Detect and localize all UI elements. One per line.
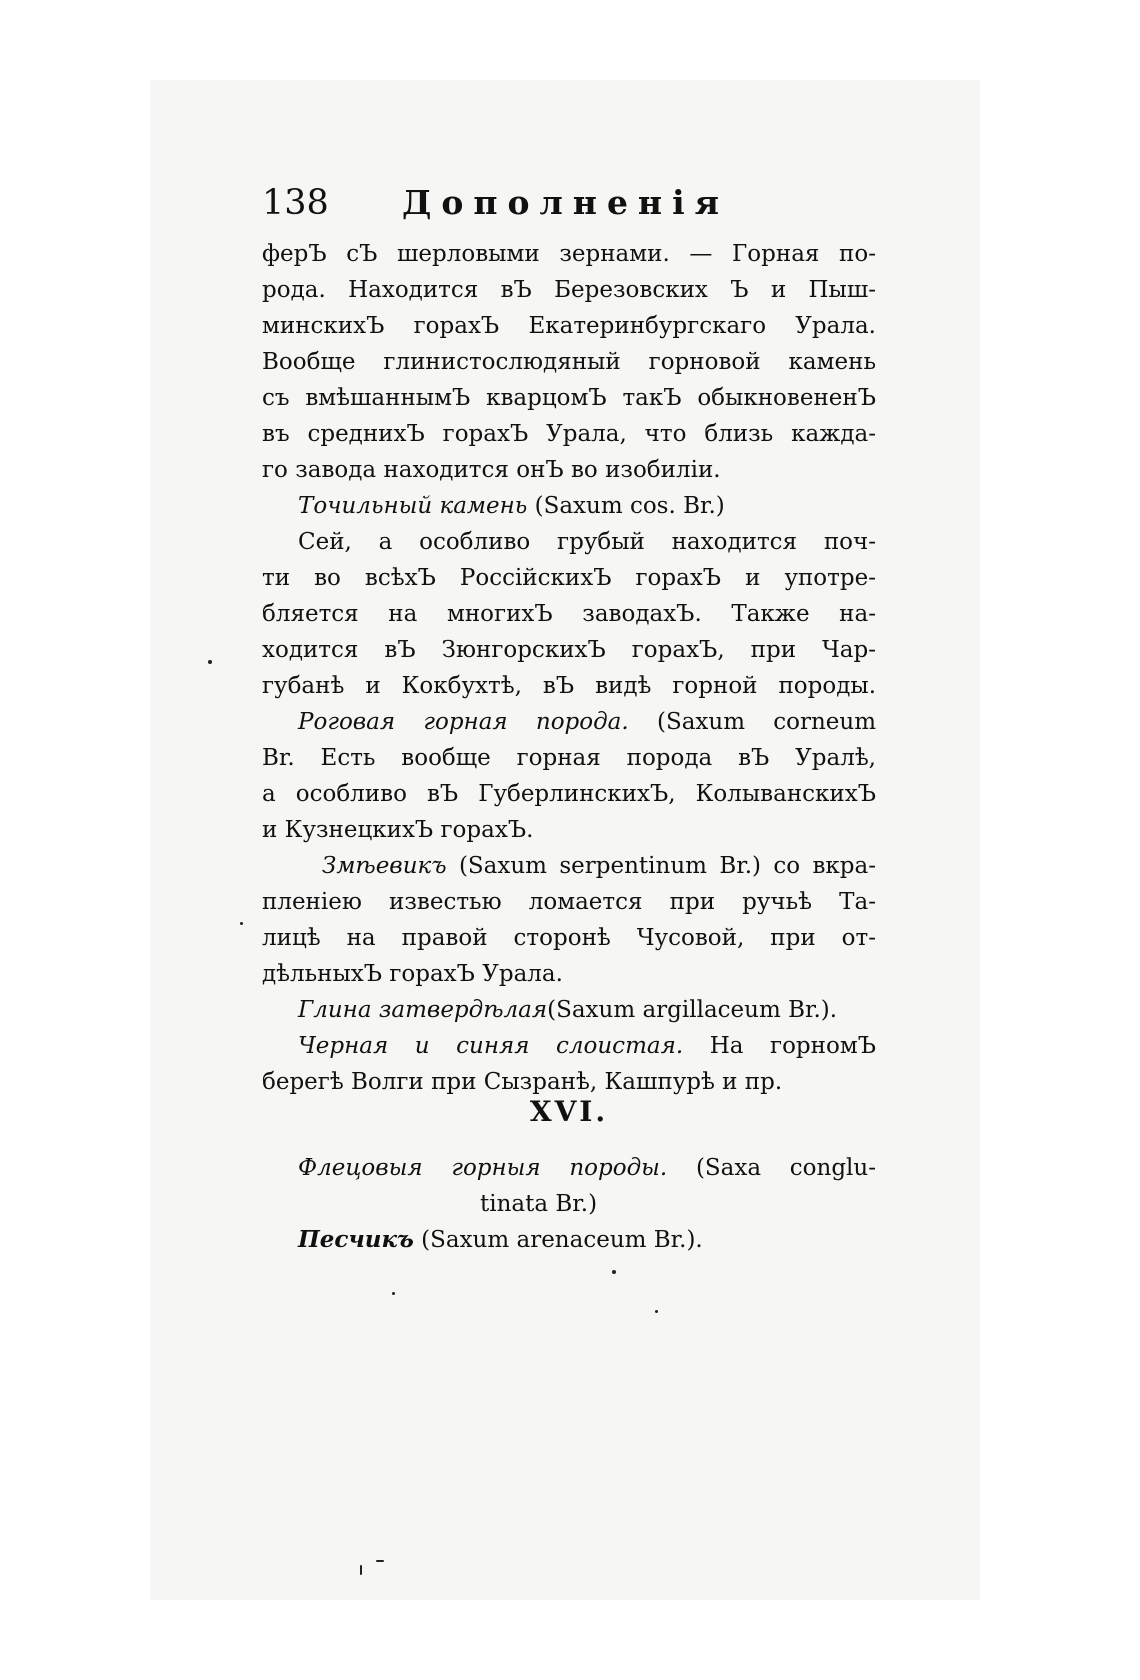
- entry-heading: [322, 848, 876, 884]
- scan-speck: [376, 1560, 384, 1562]
- body-line: ходится вЪ ЗюнгорскихЪ горахЪ, при Чар-: [262, 637, 876, 663]
- body-line: берегѣ Волги при Сызранѣ, Кашпурѣ и пр.: [262, 1069, 783, 1095]
- page-number: 138: [262, 183, 329, 223]
- entry-heading: [298, 704, 876, 740]
- scan-speck: [360, 1565, 362, 1575]
- body-line: ти во всѣхЪ РоссійскихЪ горахЪ и употре-: [262, 565, 876, 591]
- entry-latin: (Saxum arenaceum Br.).: [421, 1227, 703, 1253]
- entry-term: Песчикъ: [298, 1226, 414, 1253]
- section-heading: XVI.: [529, 1095, 609, 1128]
- entry-latin: (Saxum argillaceum Br.).: [547, 997, 838, 1023]
- body-line: ферЪ сЪ шерловыми зернами. — Горная по-: [262, 241, 876, 267]
- body-line: въ среднихЪ горахЪ Урала, что близь кажда-: [262, 421, 876, 447]
- entry-latin: (Saxa conglu-: [695, 1155, 876, 1181]
- entry-term: Флецовыя горныя породы.: [298, 1155, 668, 1181]
- body-line: съ вмѣшаннымЪ кварцомЪ такЪ обыкновененЪ: [262, 385, 876, 411]
- entry-latin-continued: tinata Br.): [480, 1191, 598, 1217]
- entry-latin: (Saxum cos. Br.): [534, 493, 725, 519]
- entry-latin: (Saxum corneum: [656, 709, 877, 735]
- running-head: Дополненія: [402, 183, 730, 222]
- body-line: а особливо вЪ ГуберлинскихЪ, КолыванскихЪ: [262, 781, 876, 807]
- body-line: го завода находится онЪ во изобиліи.: [262, 457, 721, 483]
- body-line: минскихЪ горахЪ Екатеринбургскаго Урала.: [262, 313, 876, 339]
- entry-term: Черная и синяя слоистая.: [298, 1033, 684, 1059]
- scan-speck: [612, 1270, 616, 1274]
- body-line: пленіею известью ломается при ручьѣ Та-: [262, 889, 876, 915]
- body-line: рода. Находится вЪ Березовских Ъ и Пыш-: [262, 277, 876, 303]
- entry-tail: со вкра-: [773, 853, 876, 879]
- entry-term: Глина затвердѣлая: [298, 997, 548, 1023]
- scan-speck: [655, 1310, 658, 1313]
- entry-term: Роговая горная порода.: [298, 709, 629, 735]
- entry-tail: На горномЪ: [709, 1033, 876, 1059]
- body-line: бляется на многихЪ заводахЪ. Также на-: [262, 601, 876, 627]
- entry-heading: [298, 488, 725, 524]
- entry-heading: [298, 1222, 703, 1258]
- entry-heading: [298, 1028, 876, 1064]
- entry-heading: [298, 992, 837, 1028]
- body-line: губанѣ и Кокбухтѣ, вЪ видѣ горной породы.: [262, 673, 876, 699]
- scan-speck: [208, 660, 212, 664]
- body-line: дѣльныхЪ горахЪ Урала.: [262, 961, 563, 987]
- body-line: лицѣ на правой сторонѣ Чусовой, при от-: [262, 925, 876, 951]
- entry-latin: (Saxum serpentinum Br.): [458, 853, 761, 879]
- body-line: Br. Есть вообще горная порода вЪ Уралѣ,: [262, 745, 876, 771]
- body-line: Вообще глинистослюдяный горновой камень: [262, 349, 876, 375]
- entry-term: Точильный камень: [298, 493, 528, 519]
- page-header: [262, 178, 902, 228]
- entry-term: Змѣевикъ: [322, 853, 447, 879]
- scan-speck: [392, 1292, 395, 1295]
- body-line: Сей, а особливо грубый находится поч-: [298, 529, 876, 555]
- entry-heading: [298, 1150, 876, 1186]
- body-line: и КузнецкихЪ горахЪ.: [262, 817, 534, 843]
- scan-speck: [240, 922, 243, 925]
